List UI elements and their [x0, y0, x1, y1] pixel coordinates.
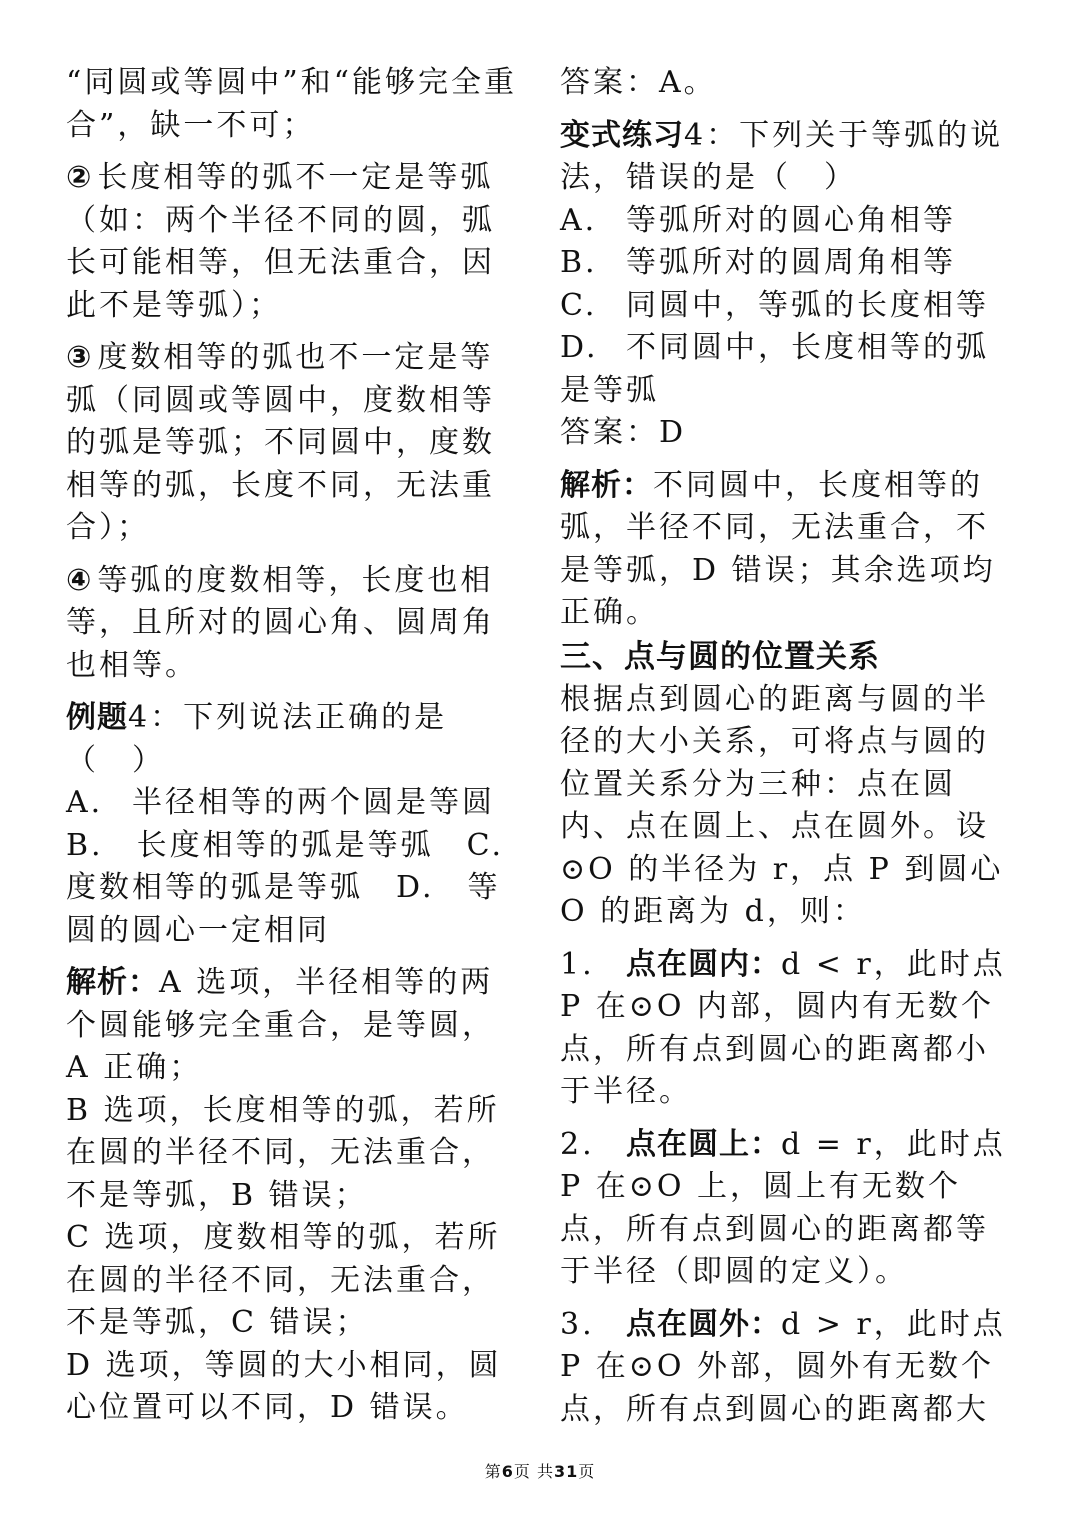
example-4-options-bcd: B. 长度相等的弧是等弧 C.度数相等的弧是等弧 D. 等圆的圆心一定相同 [66, 827, 505, 948]
circled-number-3: ③ [66, 340, 92, 375]
circled-number-4: ④ [66, 562, 92, 598]
footer-suffix: 页 [578, 1462, 596, 1481]
case-2-number: 2. [560, 1126, 595, 1162]
list-item-2-text: 长度相等的弧不一定是等弧（如：两个半径不同的圆，弧长可能相等，但无法重合，因此不是等弧）； [66, 160, 495, 323]
footer-middle: 页 共 [513, 1462, 554, 1481]
left-column [66, 62, 518, 1430]
practice-option-c-text: 同圆中，等弧的长度相等 [626, 287, 989, 323]
case-on-circle [560, 1124, 1012, 1294]
list-item-3-text: 度数相等的弧也不一定是等弧（同圆或等圆中，度数相等的弧是等弧；不同圆中，度数相等的弧，长度不同，无法重合）； [66, 340, 495, 545]
analysis-label: 解析： [66, 965, 159, 1000]
case-outside-circle [560, 1304, 1012, 1432]
example-4-number: 4： [128, 700, 184, 735]
case-3-text: d > r，此时点 P 在⊙O 外部，圆外有无数个点，所有点到圆心的距离都大 [560, 1306, 1006, 1427]
analysis-option-b: B 选项，长度相等的弧，若所在圆的半径不同，无法重合，不是等弧，B 错误； [66, 1092, 500, 1213]
option-a-label: A. [66, 785, 104, 820]
section-3-heading: 三、点与圆的位置关系 [560, 638, 880, 675]
case-2-text: d = r，此时点 P 在⊙O 上，圆上有无数个点，所有点到圆心的距离都等于半径（即圆的定义）。 [560, 1126, 1006, 1289]
example-4-question [66, 697, 518, 782]
case-1-number: 1. [560, 946, 595, 982]
option-a-text: 半径相等的两个圆是等圆 [132, 785, 495, 820]
practice-option-b-text: 等弧所对的圆周角相等 [626, 245, 956, 280]
practice-option-b [560, 242, 1012, 285]
practice-option-a-text: 等弧所对的圆心角相等 [626, 202, 956, 238]
practice-4-question [560, 115, 1012, 200]
analysis-option-a [66, 962, 518, 1090]
footer-prefix: 第 [484, 1462, 502, 1481]
list-item-2 [66, 157, 518, 327]
analysis-a-text: A 选项，半径相等的两个圆能够完全重合，是等圆，A 正确； [66, 965, 495, 1085]
circled-number-2: ② [66, 160, 92, 195]
practice-4-answer: 答案：D [560, 415, 687, 450]
practice-option-a-label: A. [560, 202, 598, 238]
practice-analysis [560, 465, 1012, 635]
example-4-option-a [66, 782, 518, 825]
example-4-label: 例题 [66, 700, 128, 735]
practice-option-c-label: C. [560, 287, 598, 323]
right-column [560, 62, 1012, 1431]
case-1-label: 点在圆内： [626, 946, 781, 982]
practice-analysis-label: 解析： [560, 467, 653, 503]
practice-option-d-text: 不同圆中，长度相等的弧是等弧 [560, 330, 989, 408]
practice-4-number: 4： [684, 117, 740, 153]
case-2-label: 点在圆上： [626, 1126, 781, 1162]
practice-4-question-text: 下列关于等弧的说法，错误的是（ ） [560, 117, 1004, 195]
list-item-4-text: 等弧的度数相等，长度也相等，且所对的圆心角、圆周角也相等。 [66, 562, 495, 683]
list-item-4 [66, 560, 518, 688]
analysis-option-c: C 选项，度数相等的弧，若所在圆的半径不同，无法重合，不是等弧，C 错误； [66, 1220, 501, 1340]
page-footer [0, 1462, 1080, 1482]
practice-option-c [560, 285, 1012, 328]
current-page-number: 6 [501, 1462, 514, 1481]
case-3-label: 点在圆外： [626, 1306, 781, 1342]
paragraph-equal-arc-condition: “同圆或等圆中”和“能够完全重合”，缺一不可； [66, 65, 518, 143]
case-3-number: 3. [560, 1306, 595, 1342]
case-1-text: d < r，此时点 P 在⊙O 内部，圆内有无数个点，所有点到圆心的距离都小于半径。 [560, 946, 1006, 1109]
previous-answer: 答案：A。 [560, 65, 717, 100]
practice-option-d [560, 327, 1012, 412]
total-page-number: 31 [553, 1462, 579, 1481]
analysis-option-d: D 选项，等圆的大小相同，圆心位置可以不同，D 错误。 [66, 1347, 502, 1425]
case-inside-circle [560, 944, 1012, 1114]
section-3-intro: 根据点到圆心的距离与圆的半径的大小关系，可将点与圆的位置关系分为三种：点在圆内、点在圆上、点在圆外。设⊙O 的半径为 r，点 P 到圆心 O 的距离为 d，则： [560, 681, 1004, 929]
practice-option-d-label: D. [560, 330, 599, 365]
example-4-question-text: 下列说法正确的是（ ） [66, 700, 448, 778]
practice-analysis-text: 不同圆中，长度相等的弧，半径不同，无法重合，不是等弧，D 错误；其余选项均正确。 [560, 467, 996, 630]
practice-option-b-label: B. [560, 245, 598, 280]
practice-4-label: 变式练习 [560, 117, 684, 153]
list-item-3 [66, 337, 518, 550]
practice-option-a [560, 200, 1012, 243]
